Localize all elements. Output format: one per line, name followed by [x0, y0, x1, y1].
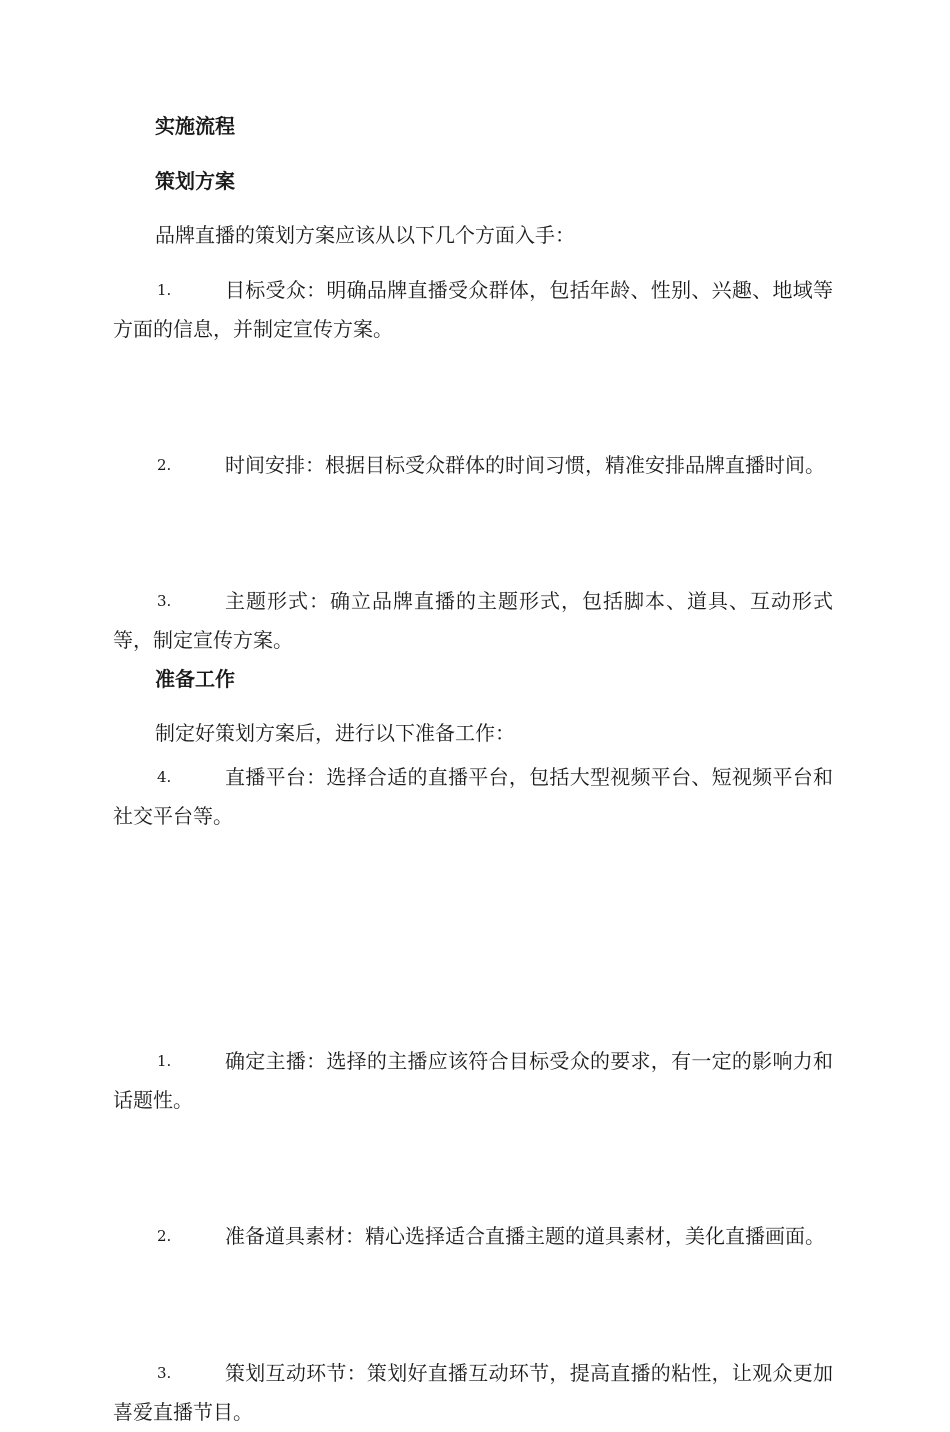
- list-number: 2.: [157, 456, 172, 474]
- list-item-text: 目标受众：明确品牌直播受众群体，包括年龄、性别、兴趣、地域等方面的信息，并制定宣传方案。: [113, 278, 833, 341]
- list-number: 1.: [157, 281, 172, 299]
- list-item-text: 直播平台：选择合适的直播平台，包括大型视频平台、短视频平台和社交平台等。: [113, 765, 833, 828]
- preparation-list-item: [113, 1217, 833, 1256]
- section-title: 实施流程: [155, 114, 235, 138]
- list-item-text: 策划互动环节：策划好直播互动环节，提高直播的粘性，让观众更加喜爱直播节目。: [113, 1361, 833, 1424]
- list-number: 1.: [157, 1052, 172, 1070]
- list-item-text: 时间安排：根据目标受众群体的时间习惯，精准安排品牌直播时间。: [225, 453, 825, 477]
- preparation-intro: 制定好策划方案后，进行以下准备工作：: [155, 721, 515, 745]
- list-item-text: 确定主播：选择的主播应该符合目标受众的要求，有一定的影响力和话题性。: [113, 1049, 833, 1112]
- preparation-heading: 准备工作: [155, 667, 235, 691]
- list-item-text: 准备道具素材：精心选择适合直播主题的道具素材，美化直播画面。: [225, 1224, 825, 1248]
- planning-intro: 品牌直播的策划方案应该从以下几个方面入手：: [155, 223, 575, 247]
- planning-list-item: [113, 582, 833, 660]
- planning-list-item: [113, 446, 833, 485]
- list-number: 3.: [157, 1364, 172, 1382]
- planning-heading: 策划方案: [155, 169, 235, 193]
- preparation-list-item: [113, 1042, 833, 1120]
- list-number: 3.: [157, 592, 172, 610]
- list-item-text: 主题形式：确立品牌直播的主题形式，包括脚本、道具、互动形式等，制定宣传方案。: [113, 589, 833, 652]
- preparation-list-item: [113, 1354, 833, 1432]
- list-number: 4.: [157, 768, 172, 786]
- planning-list-item: [113, 758, 833, 836]
- list-number: 2.: [157, 1227, 172, 1245]
- planning-list-item: [113, 271, 833, 349]
